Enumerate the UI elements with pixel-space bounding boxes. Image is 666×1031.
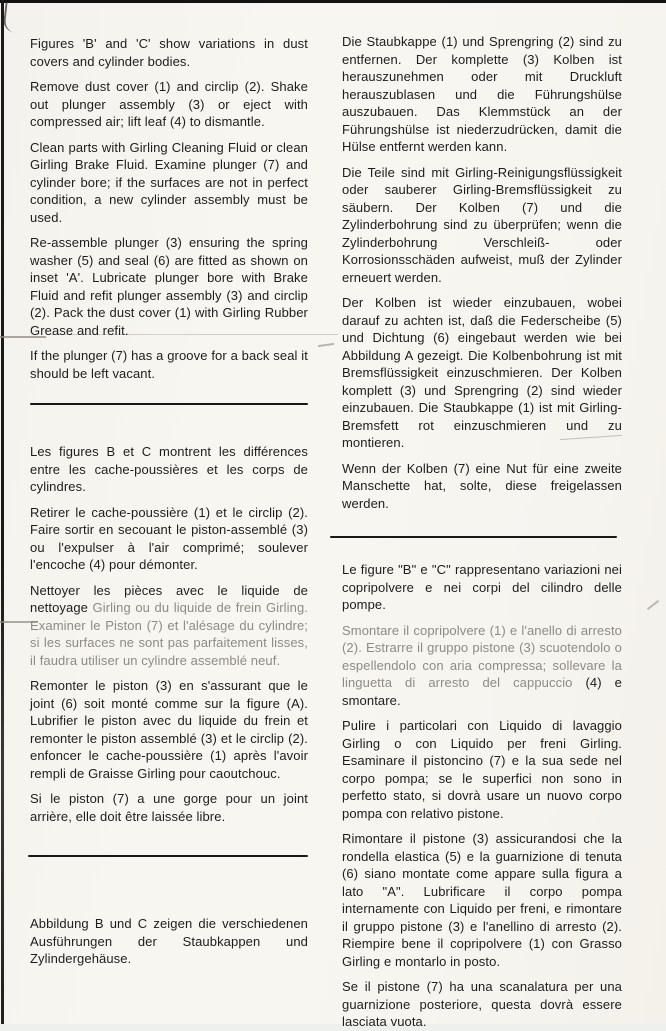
italian-paragraph: Le figure "B" e "C" rappresentano variazioni nei copripolvere e nei corpi del cilindro delle pompe. xyxy=(342,562,622,612)
german-paragraph: Die Teile sind mit Girling-Reinigungsflüssigkeit oder sauberer Girling-Bremsflüssigkeit zu säubern. Der Kolben (7) und die Zylinderbohrung sind zu überprüfen; wenn die Zylinderbohrung Verschleiß- oder Korrosionsschäden aufweist, muß der Zylinder erneuert werden. xyxy=(342,164,622,285)
french-paragraph: Retirer le cache-poussière (1) et le circlip (2). Faire sortir en secouant le piston-assemblé (3) ou l'expulser à l'air comprimé; soulever l'encoche (4) pour démonter. xyxy=(30,504,308,572)
english-paragraph: Remove dust cover (1) and circlip (2). Shake out plunger assembly (3) or eject with compressed air; lift leaf (4) to dismantle. xyxy=(30,79,308,129)
german-paragraph: Wenn der Kolben (7) eine Nut für eine zweite Manschette hat, solte, diese freigelassen werden. xyxy=(342,460,622,511)
french-paragraph-lead: Nettoyer les pièces avec le liquide de nettoyage xyxy=(30,582,308,615)
section-divider xyxy=(30,403,308,405)
italian-paragraph xyxy=(342,622,622,710)
german-note: Abbildung B und C zeigen die verschiedenen Ausführungen der Staubkappen und Zylindergehäuse. xyxy=(30,916,308,966)
italian-section xyxy=(342,561,622,1031)
english-paragraph: Clean parts with Girling Cleaning Fluid or clean Girling Brake Fluid. Examine plunger (7) and cylinder bore; if the surfaces are not in perfect condition, a new cylinder assembly must be used. xyxy=(30,139,308,225)
italian-paragraph-faded: Smontare il copripolvere (1) e l'anello di arresto (2). Estrarre il gruppo pistone (3) scuotendolo o espellendolo con aria compressa; sollevare la linguetta di arresto del cappuccio xyxy=(342,622,622,690)
french-paragraph: Les figures B et C montrent les différences entre les cache-poussières et les corps de cylindres. xyxy=(30,444,308,494)
page-top-edge xyxy=(0,0,666,3)
section-divider xyxy=(330,536,617,538)
section-divider xyxy=(28,855,308,857)
right-column xyxy=(342,33,622,1031)
french-paragraph: Remonter le piston (3) en s'assurant que le joint (6) soit monté comme sur la figure (A). Lubrifier le piston avec du liquide du frein et remonter le piston assemblé (3) et le circlip (2). enfoncer le cache-poussière (1) après l'avoir rempli de Graisse Girling pour caoutchouc. xyxy=(30,678,308,781)
italian-paragraph: Se il pistone (7) ha una scanalatura per una guarnizione posteriore, questa dovrà essere lasciata vuota. xyxy=(342,979,622,1029)
french-section xyxy=(30,443,308,825)
german-paragraph: Der Kolben ist wieder einzubauen, wobei darauf zu achten ist, daß die Federscheibe (5) und Dichtung (6) eingebaut werden wie bei Abbildung A gezeigt. Die Kolbenbohrung ist mit Bremsflüssigkeit einzuschmieren. Der Kolben komplett (3) und Sprengring (2) sind wieder einzubauen. Die Staubkappe (1) ist mit Girling-Bremsfett rot einzuschmieren und zu montieren. xyxy=(342,295,622,450)
german-section xyxy=(342,33,622,512)
english-paragraph: Figures 'B' and 'C' show variations in dust covers and cylinder bodies. xyxy=(30,36,308,69)
italian-paragraph-tail: (4) e smontare. xyxy=(342,675,622,708)
french-paragraph: Si le piston (7) a une gorge pour un joint arrière, elle doit être laissée libre. xyxy=(30,791,308,824)
english-paragraph: If the plunger (7) has a groove for a back seal it should be left vacant. xyxy=(30,348,308,381)
french-paragraph-faded: Girling ou du liquide de frein Girling. Examiner le Piston (7) et l'alésage du cylindre; si les surfaces ne sont pas parfaitement lisses, il faudra utiliser un cylindre assemblé neuf. xyxy=(30,600,308,668)
crease-artifact xyxy=(318,343,334,347)
page-left-edge xyxy=(1,0,4,1024)
italian-paragraph: Pulire i particolari con Liquido di lavaggio Girling o con Liquido per freni Girling. Esaminare il pistoncino (7) e la sua sede nel corpo pompa; se le superfici non sono in perfetto stato, si dovrà usare un nuovo corpo pompa con relativo pistone. xyxy=(342,718,622,821)
french-paragraph xyxy=(30,582,308,670)
left-column xyxy=(30,35,308,968)
crease-artifact xyxy=(647,600,659,610)
scan-corner-artifact xyxy=(2,1,17,32)
english-paragraph: Re-assemble plunger (3) ensuring the spring washer (5) and seal (6) are fitted as shown on inset 'A'. Lubricate plunger bore with Brake Fluid and refit plunger assembly (3) and circlip (2). Pack the dust cover (1) with Girling Rubber Grease and refit. xyxy=(30,235,308,338)
german-paragraph: Die Staubkappe (1) und Sprengring (2) sind zu entfernen. Der komplette (3) Kolben ist herauszunehmen oder mit Druckluft herauszublasen und die Führungshülse auszubauen. Das Klemmstück an der Führungshülse ist niederzudrücken, damit die Hülse entfernt werden kann. xyxy=(342,34,622,154)
english-section xyxy=(30,35,308,382)
italian-paragraph: Rimontare il pistone (3) assicurandosi che la rondella elastica (5) e la guarnizione di tenuta (6) siano montate come appare sulla figura a lato "A". Lubrificare il corpo pompa internamente con Liquido per freni, e rimontare il gruppo pistone (3) e l'anellino di arresto (2). Riempire bene il copripolvere (1) con Grasso Girling e montarlo in posto. xyxy=(342,831,622,969)
